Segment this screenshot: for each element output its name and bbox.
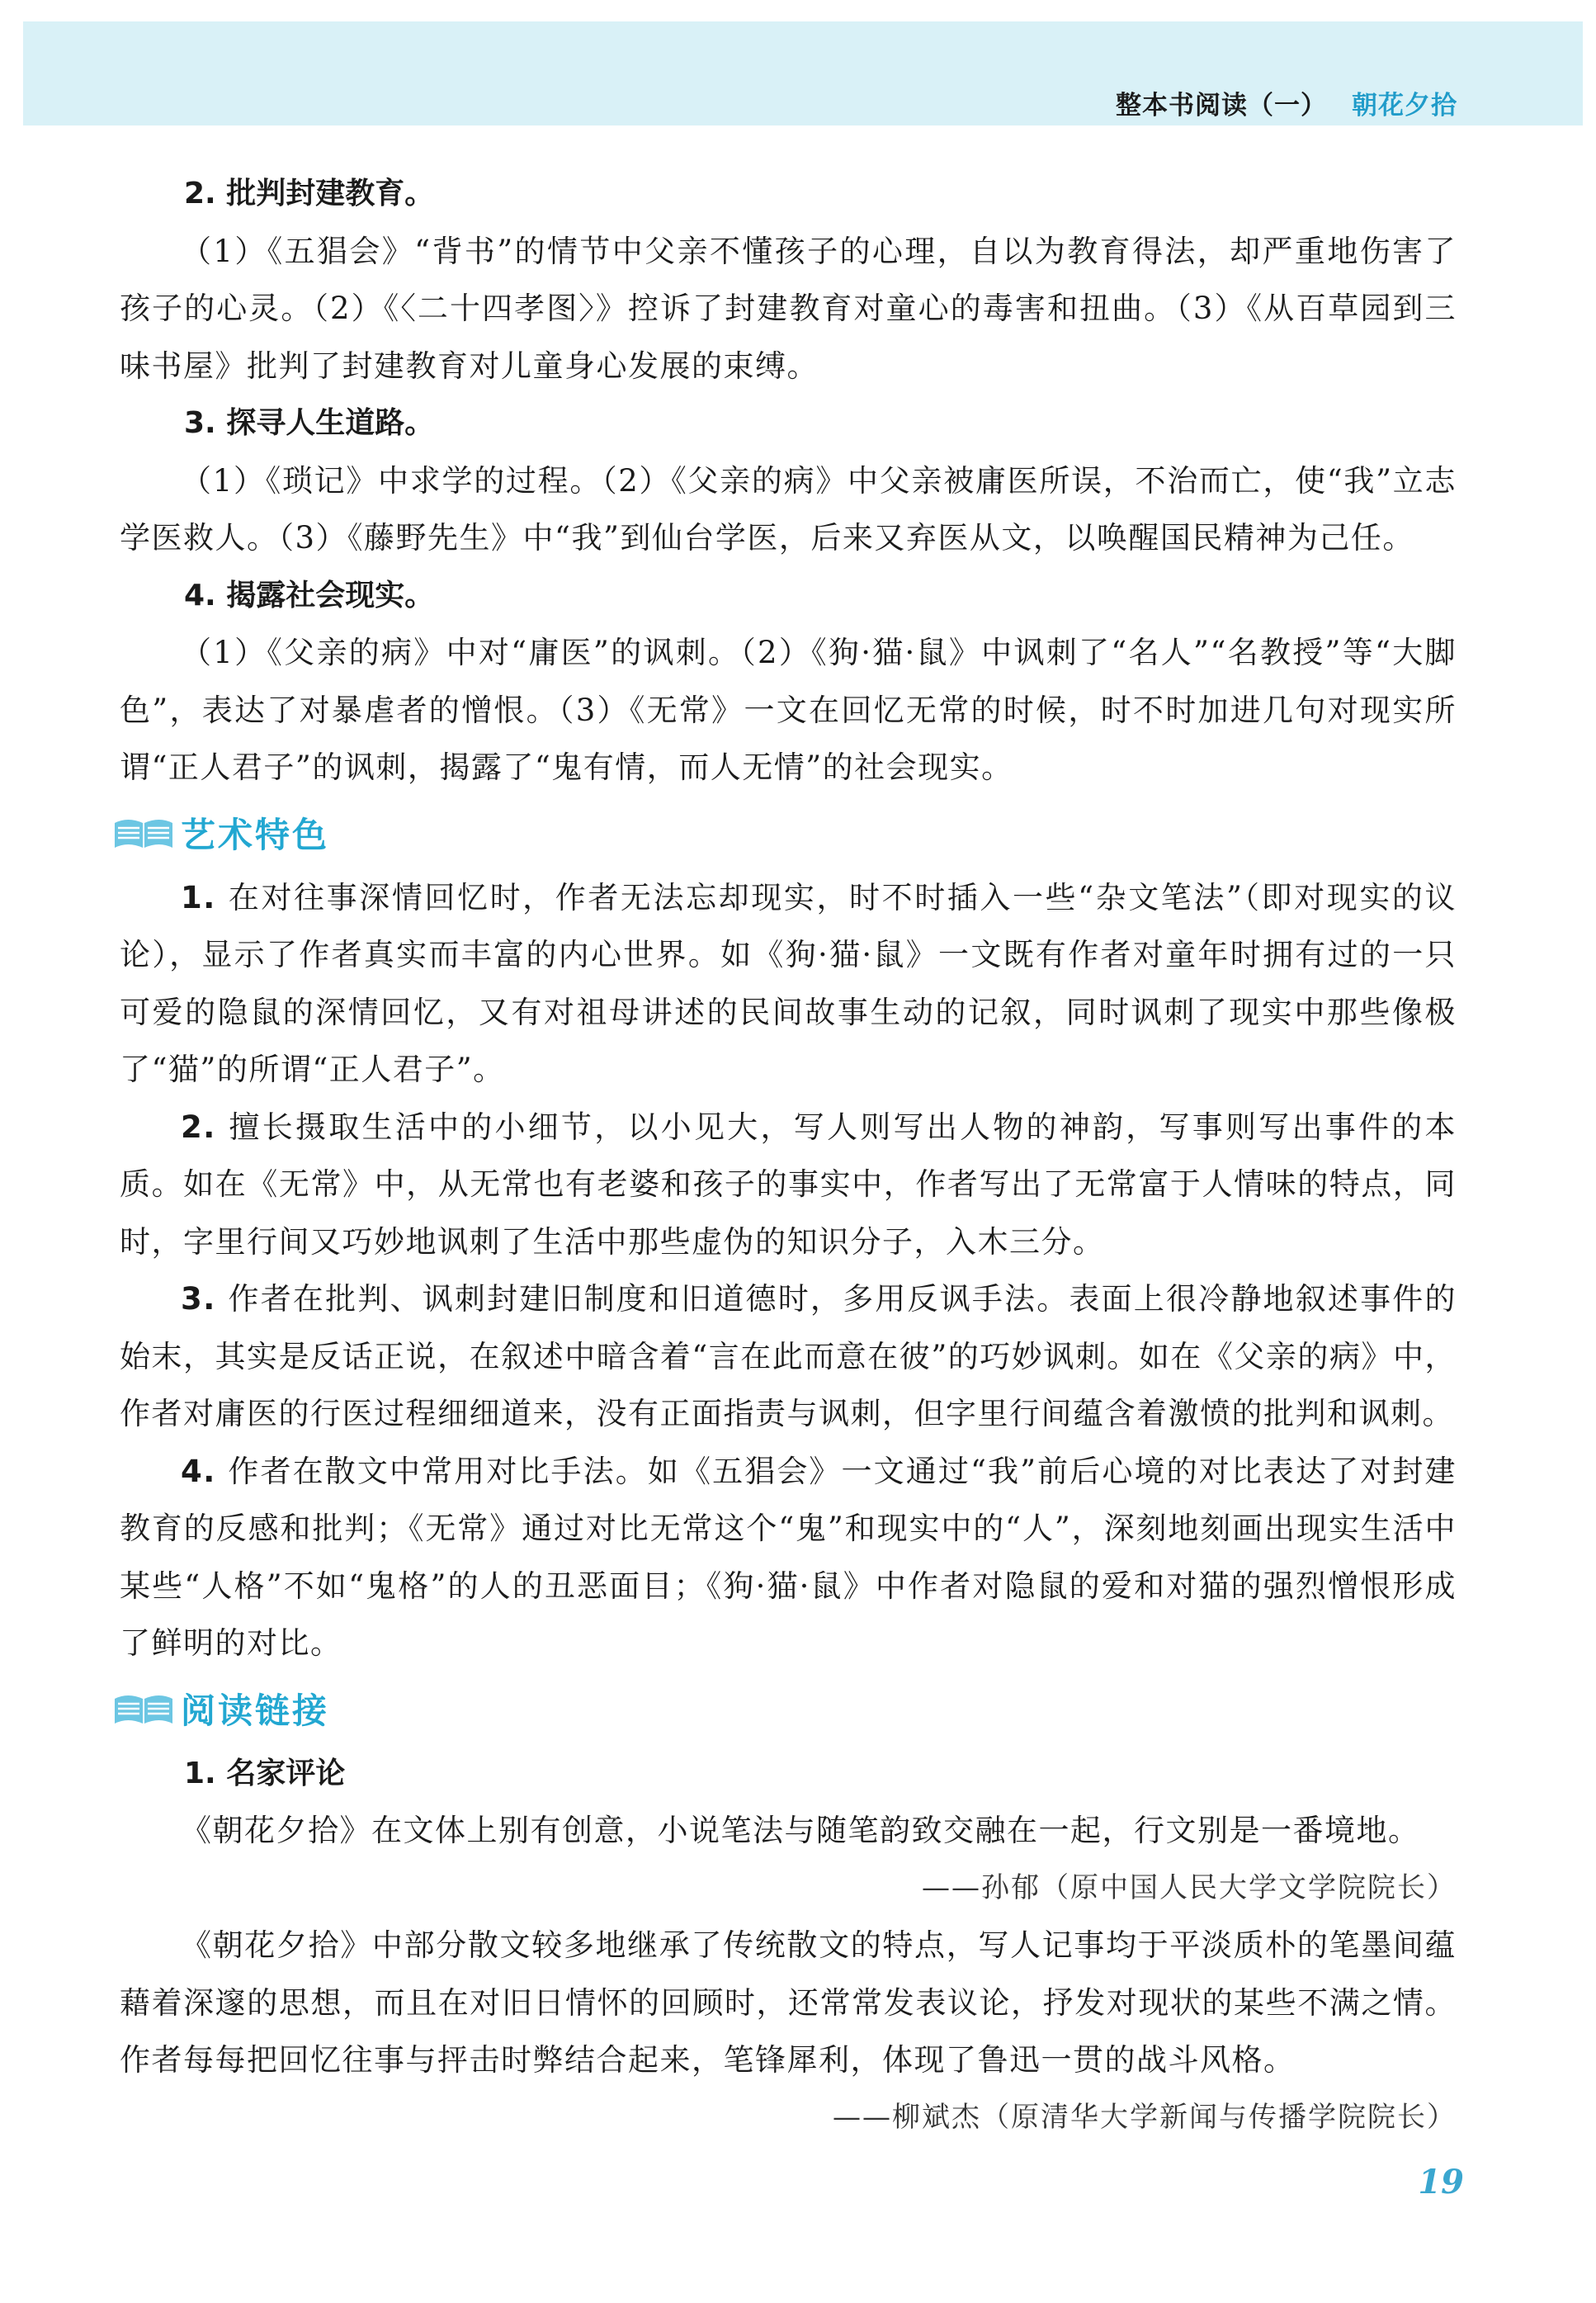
theme-body: （1）《五猖会》“背书”的情节中父亲不懂孩子的心理，自以为教育得法，却严重地伤害了孩子的心灵。（2）《〈二十四孝图〉》控诉了封建教育对童心的毒害和扭曲。（3）《从百草园到三味书屋》批判了封建教育对儿童身心发展的束缚。 [120, 233, 1457, 384]
section-title: 阅读链接 [181, 1690, 330, 1731]
sub-heading: 1. 名家评论 [184, 1756, 346, 1790]
theme-body: （1）《父亲的病》中对“庸医”的讽刺。（2）《狗·猫·鼠》中讽刺了“名人”“名教授”等“大脚色”，表达了对暴虐者的憎恨。（3）《无常》一文在回忆无常的时候，时不时加进几句对现实所谓“正人君子”的讽刺，揭露了“鬼有情，而人无情”的社会现实。 [120, 635, 1457, 785]
theme-item [120, 165, 1457, 395]
book-title: 朝花夕拾 [1352, 91, 1457, 121]
art-item [120, 1270, 1457, 1443]
page-content [120, 165, 1457, 2146]
item-number: 2. [181, 1109, 216, 1145]
attribution: ——孙郁（原中国人民大学文学院院长） [922, 1870, 1457, 1904]
item-text: 在对往事深情回忆时，作者无法忘却现实，时不时插入一些“杂文笔法”（即对现实的议论），显示了作者真实而丰富的内心世界。如《狗·猫·鼠》一文既有作者对童年时拥有过的一只可爱的隐鼠的深情回忆，又有对祖母讲述的民间故事生动的记叙，同时讽刺了现实中那些像极了“猫”的所谓“正人君子”。 [120, 879, 1457, 1087]
theme-heading: 3. 探寻人生道路。 [184, 406, 435, 440]
theme-heading: 2. 批判封建教育。 [184, 177, 435, 210]
open-book-icon [111, 1691, 176, 1727]
theme-heading: 4. 揭露社会现实。 [184, 578, 435, 612]
item-text: 作者在散文中常用对比手法。如《五猖会》一文通过“我”前后心境的对比表达了对封建教育的反感和批判；《无常》通过对比无常这个“鬼”和现实中的“人”，深刻地刻画出现实生活中某些“人格”不如“鬼格”的人的丑恶面目；《狗·猫·鼠》中作者对隐鼠的爱和对猫的强烈憎恨形成了鲜明的对比。 [120, 1453, 1457, 1661]
section-heading-art [111, 800, 1457, 866]
item-text: 擅长摄取生活中的小细节，以小见大，写人则写出人物的神韵，写事则写出事件的本质。如在《无常》中，从无常也有老婆和孩子的事实中，作者写出了无常富于人情味的特点，同时，字里行间又巧妙地讽刺了生活中那些虚伪的知识分子，入木三分。 [120, 1109, 1457, 1260]
book-label: 整本书阅读（一） [1116, 91, 1327, 121]
art-item [120, 1099, 1457, 1271]
theme-item [120, 567, 1457, 797]
item-number: 3. [181, 1281, 216, 1317]
section-heading-reading [111, 1676, 1457, 1742]
item-text: 作者在批判、讽刺封建旧制度和旧道德时，多用反讽手法。表面上很冷静地叙述事件的始末，其实是反话正说，在叙述中暗含着“言在此而意在彼”的巧妙讽刺。如在《父亲的病》中，作者对庸医的行医过程细细道来，没有正面指责与讽刺，但字里行间蕴含着激愤的批判和讽刺。 [120, 1281, 1457, 1431]
art-item [120, 1443, 1457, 1672]
quote: 《朝花夕拾》中部分散文较多地继承了传统散文的特点，写人记事均于平淡质朴的笔墨间蕴藉着深邃的思想，而且在对旧日情怀的回顾时，还常常发表议论，抒发对现状的某些不满之情。作者每每把回忆往事与抨击时弊结合起来，笔锋犀利，体现了鲁迅一贯的战斗风格。 [120, 1927, 1457, 2078]
running-header [1116, 84, 1457, 121]
theme-item [120, 395, 1457, 567]
page-number: 19 [1418, 2163, 1464, 2201]
item-number: 4. [181, 1453, 216, 1489]
open-book-icon [111, 815, 176, 851]
item-number: 1. [181, 879, 216, 915]
section-title: 艺术特色 [181, 814, 330, 855]
quote: 《朝花夕拾》在文体上别有创意，小说笔法与随笔韵致交融在一起，行文别是一番境地。 [181, 1813, 1420, 1848]
art-item [120, 869, 1457, 1099]
attribution: ——柳斌杰（原清华大学新闻与传播学院院长） [833, 2100, 1457, 2134]
theme-body: （1）《琐记》中求学的过程。（2）《父亲的病》中父亲被庸医所误，不治而亡，使“我”立志学医救人。（3）《藤野先生》中“我”到仙台学医，后来又弃医从文，以唤醒国民精神为己任。 [120, 462, 1457, 556]
